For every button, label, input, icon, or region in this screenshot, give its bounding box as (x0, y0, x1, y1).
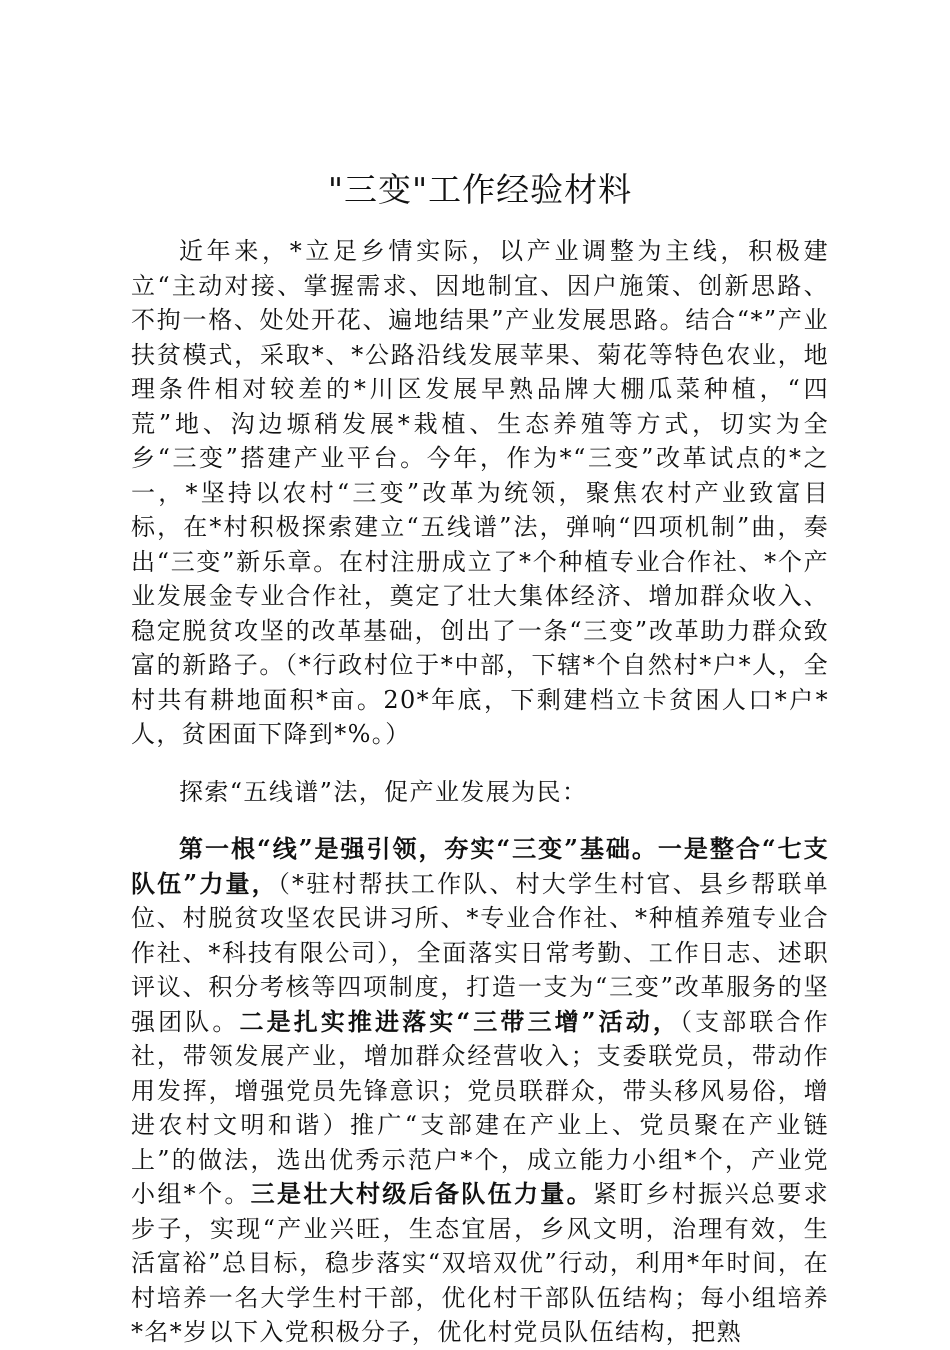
section-1-heading: 第一根“线”是强引领，夯实“三变”基础。 (179, 834, 658, 863)
document-title: "三变"工作经验材料 (327, 170, 633, 209)
point-1-title: 一是整合“七支队伍”力量， (131, 834, 829, 898)
section-1-paragraph (131, 832, 829, 1350)
point-2-text: （支部联合作社，带领发展产业，增加群众经营收入；支委联党员，带动作用发挥，增强党员先锋意识；党员联群众，带头移风易俗，增进农村文明和谐）推广“支部建在产业上、党员聚在产业链上”的做法，选出优秀示范户*个，成立能力小组*个，产业党小组*个。 (131, 1007, 829, 1208)
intro-paragraph: 近年来，*立足乡情实际，以产业调整为主线，积极建立“主动对接、掌握需求、因地制宜、因户施策、创新思路、不拘一格、处处开花、遍地结果”产业发展思路。结合“*”产业扶贫模式，采取*、*公路沿线发展苹果、菊花等特色农业，地理条件相对较差的*川区发展早熟品牌大棚瓜菜种植，“四荒”地、沟边塬稍发展*栽植、生态养殖等方式，切实为全乡“三变”搭建产业平台。今年，作为*“三变”改革试点的*之一，*坚持以农村“三变”改革为统领，聚焦农村产业致富目标，在*村积极探索建立“五线谱”法，弹响“四项机制”曲，奏出“三变”新乐章。在村注册成立了*个种植专业合作社、*个产业发展金专业合作社，奠定了壮大集体经济、增加群众收入、稳定脱贫攻坚的改革基础，创出了一条“三变”改革助力群众致富的新路子。（*行政村位于*中部，下辖*个自然村*户*人，全村共有耕地面积*亩。20*年底，下剩建档立卡贫困人口*户*人，贫困面下降到*%。） (131, 237, 829, 748)
subheading: 探索“五线谱”法，促产业发展为民： (179, 777, 588, 806)
point-3-title: 三是壮大村级后备队伍力量。 (250, 1179, 593, 1208)
point-2-title: 二是扎实推进落实“三带三增”活动， (239, 1006, 681, 1036)
point-1-text: （*驻村帮扶工作队、村大学生村官、县乡帮联单位、村脱贫攻坚农民讲习所、*专业合作社、*种植养殖专业合作社、*科技有限公司），全面落实日常考勤、工作日志、述职评议、积分考核等四项制度，打造一支为“三变”改革服务的坚强团队。 (131, 869, 829, 1036)
point-3-text: 紧盯乡村振兴总要求步子，实现“产业兴旺，生态宜居，乡风文明，治理有效，生活富裕”总目标，稳步落实“双培双优”行动，利用*年时间，在村培养一名大学生村干部，优化村干部队伍结构；每小组培养*名*岁以下入党积极分子，优化村党员队伍结构，把熟 (131, 1180, 829, 1346)
